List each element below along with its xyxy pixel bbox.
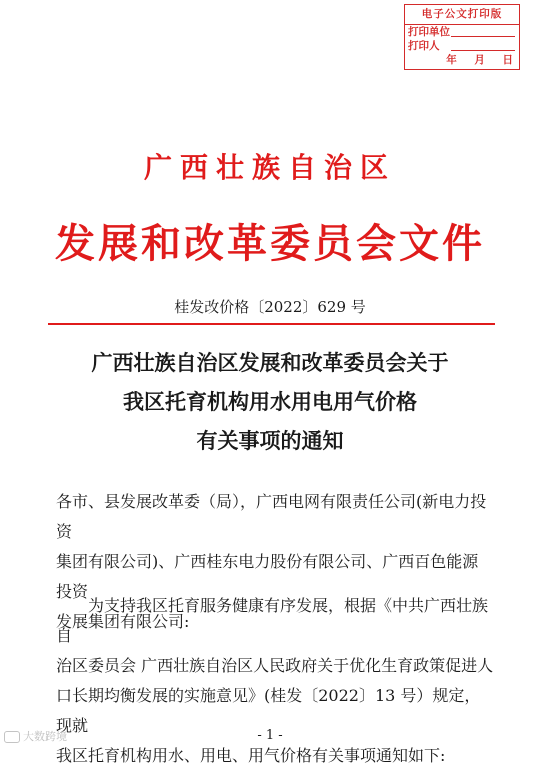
paragraph-line: 为支持我区托育服务健康有序发展，根据《中共广西壮族自 xyxy=(56,596,489,645)
paragraph-line: 口长期均衡发展的实施意见》(桂发〔2022〕13 号）规定，现就 xyxy=(56,686,481,735)
stamp-person-line xyxy=(451,50,515,51)
page-number: - 1 - xyxy=(257,728,283,743)
body-paragraph xyxy=(56,591,494,771)
stamp-title: 电子公文打印版 xyxy=(405,5,519,25)
notice-title-line-1: 广西壮族自治区发展和改革委员会关于 xyxy=(91,350,449,375)
stamp-unit-row xyxy=(405,25,519,39)
red-divider xyxy=(48,323,495,325)
paragraph-line: 我区托育机构用水、用电、用气价格有关事项通知如下: xyxy=(56,746,446,765)
paragraph-line: 治区委员会 广西壮族自治区人民政府关于优化生育政策促进人 xyxy=(56,656,494,675)
stamp-unit-line xyxy=(451,36,515,37)
print-stamp xyxy=(404,4,520,70)
stamp-date: 年 月 日 xyxy=(446,54,513,66)
stamp-unit-label: 打印单位 xyxy=(408,26,450,38)
stamp-person-row xyxy=(405,39,519,53)
document-number: 桂发改价格〔2022〕629 号 xyxy=(174,298,366,316)
issuer-document-heading: 发展和改革委员会文件 xyxy=(55,220,485,267)
addressee-line: 集团有限公司)、广西桂东电力股份有限公司、广西百色能源投资 xyxy=(56,552,479,601)
issuer-region: 广西壮族自治区 xyxy=(143,151,396,184)
stamp-person-label: 打印人 xyxy=(408,40,440,52)
notice-title-line-3: 有关事项的通知 xyxy=(196,428,344,453)
addressee-line: 各市、县发展改革委（局），广西电网有限责任公司(新电力投资 xyxy=(56,492,487,541)
addressee-line: 发展集团有限公司: xyxy=(56,612,190,631)
watermark-text: 大数跨境 xyxy=(23,730,67,743)
notice-title-line-2: 我区托育机构用水用电用气价格 xyxy=(123,389,417,414)
